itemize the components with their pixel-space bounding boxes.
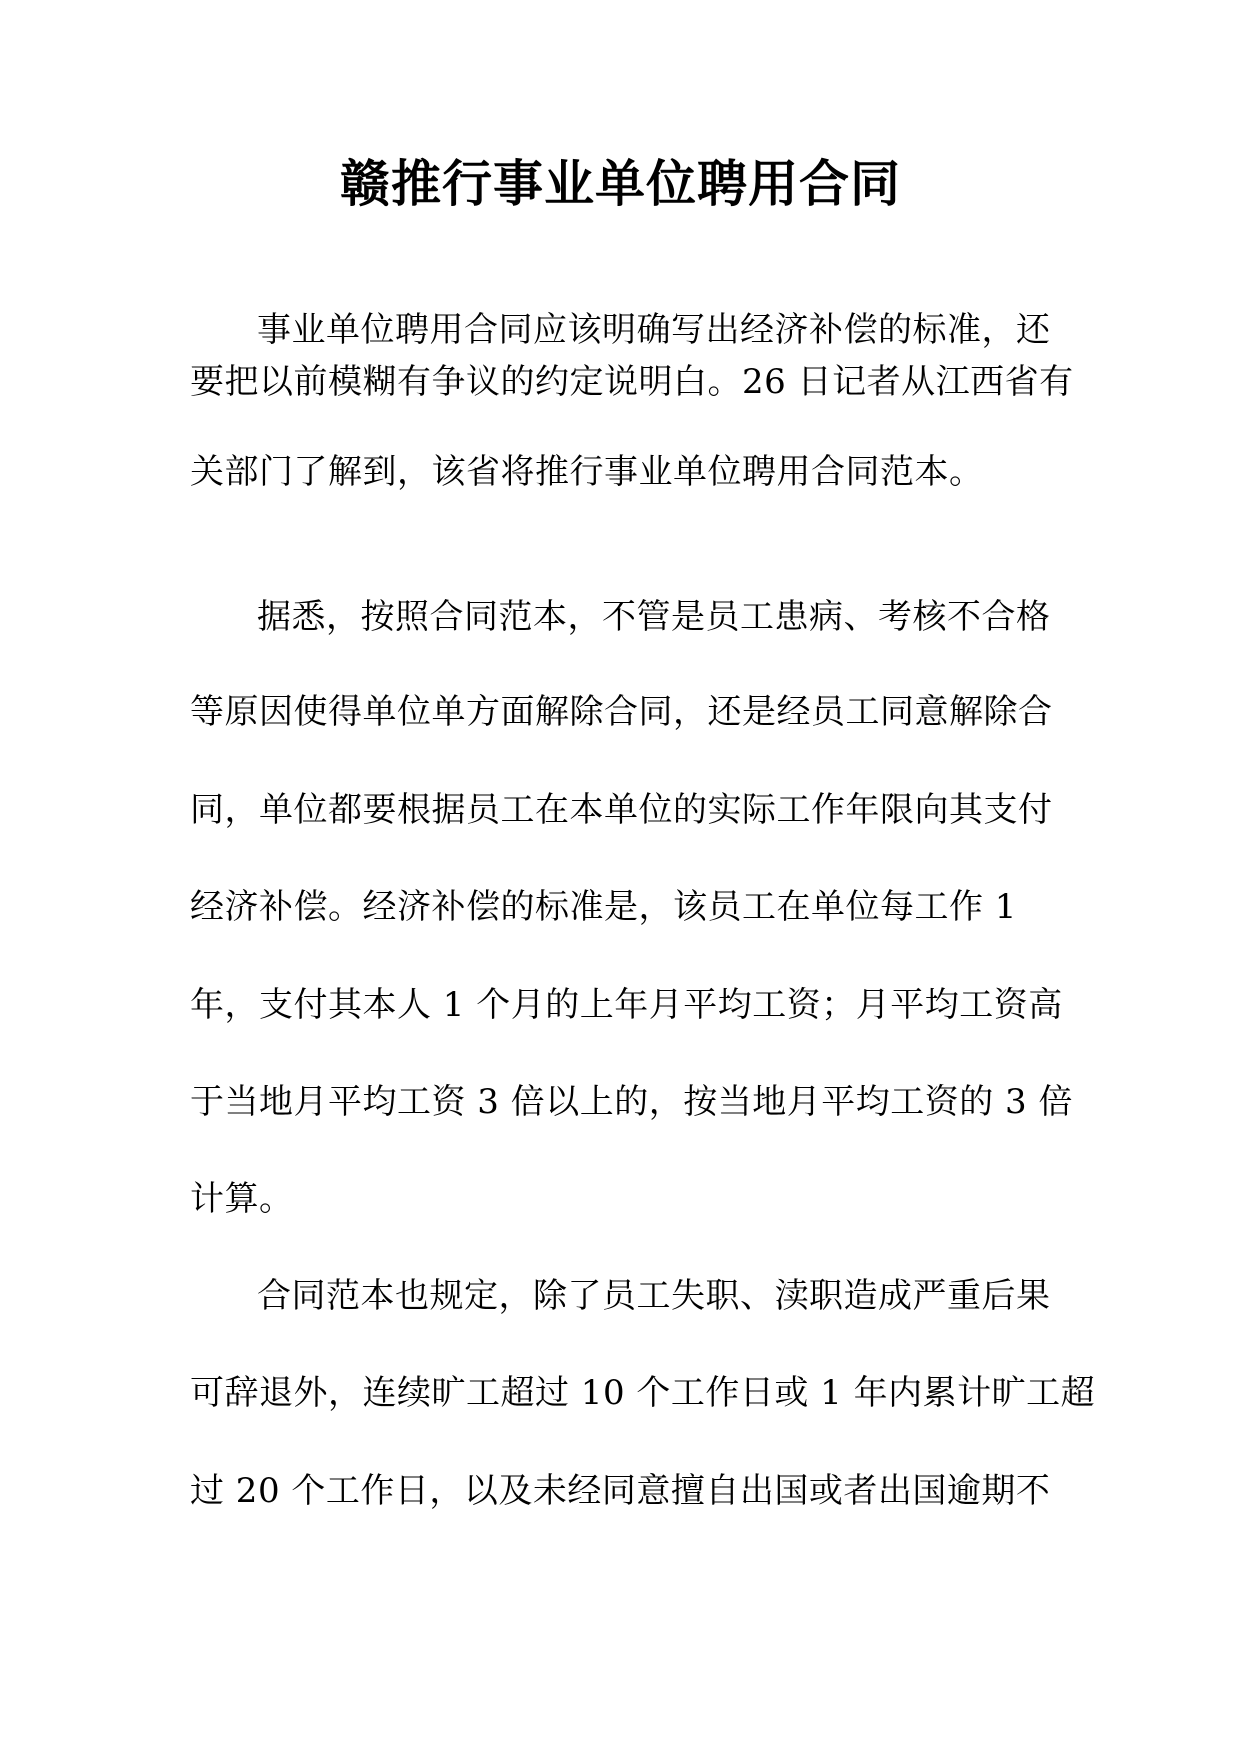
paragraph-3-line-3: 过 20 个工作日，以及未经同意擅自出国或者出国逾期不 [190,1471,1051,1511]
paragraph-2-line-6: 于当地月平均工资 3 倍以上的，按当地月平均工资的 3 倍 [190,1082,1073,1122]
paragraph-3-line-1: 合同范本也规定，除了员工失职、渎职造成严重后果 [257,1276,1051,1316]
paragraph-2-line-4: 经济补偿。经济补偿的标准是，该员工在单位每工作 1 [190,887,1017,927]
paragraph-1-line-1: 事业单位聘用合同应该明确写出经济补偿的标准，还 [257,310,1051,350]
paragraph-3-line-2: 可辞退外，连续旷工超过 10 个工作日或 1 年内累计旷工超 [190,1373,1096,1413]
paragraph-2-line-5: 年，支付其本人 1 个月的上年月平均工资；月平均工资高 [190,985,1063,1025]
paragraph-1-line-3: 关部门了解到，该省将推行事业单位聘用合同范本。 [190,452,984,492]
paragraph-1-line-2: 要把以前模糊有争议的约定说明白。26 日记者从江西省有 [190,362,1074,402]
document-title: 赣推行事业单位聘用合同 [340,155,901,213]
paragraph-2-line-3: 同，单位都要根据员工在本单位的实际工作年限向其支付 [190,790,1053,830]
paragraph-2-line-2: 等原因使得单位单方面解除合同，还是经员工同意解除合 [190,692,1053,732]
paragraph-2-line-7: 计算。 [190,1179,294,1219]
paragraph-2-line-1: 据悉，按照合同范本，不管是员工患病、考核不合格 [257,597,1051,637]
